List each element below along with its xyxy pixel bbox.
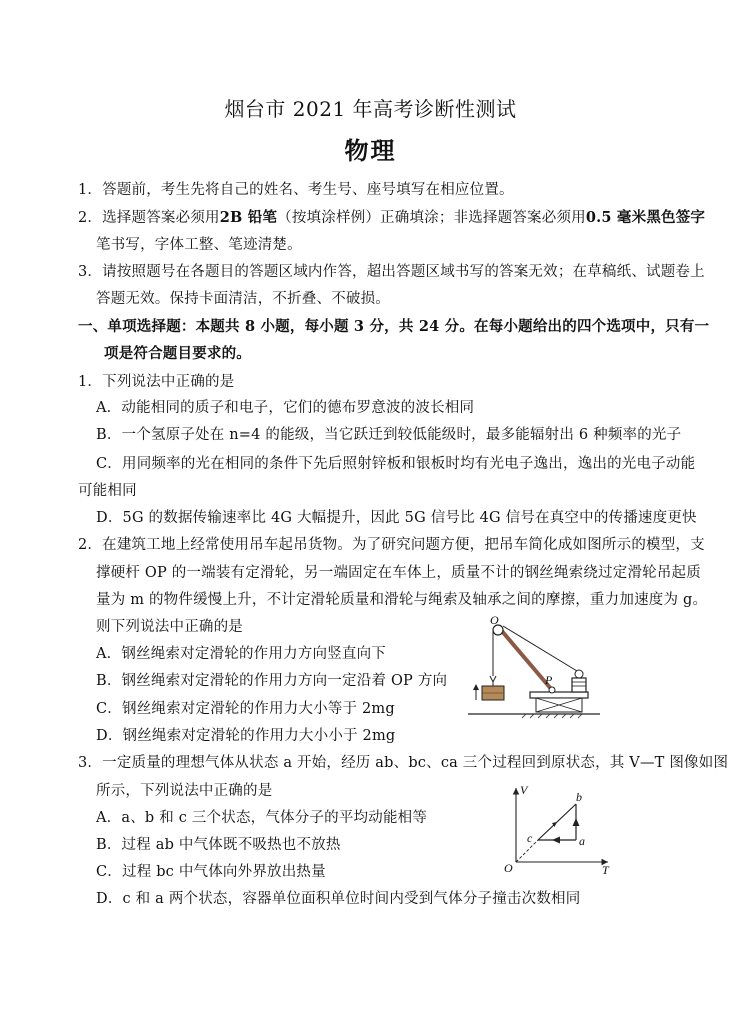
q2-stem-1: 2．在建筑工地上经常使用吊车起吊货物。为了研究问题方便，把吊车简化成如图所示的模型，支 xyxy=(78,537,705,553)
instruction-2-bold-pen: 0.5 毫米黑色签字 xyxy=(585,209,706,226)
q2-option-b: B．钢丝绳索对定滑轮的作用力方向一定沿着 OP 方向 xyxy=(96,673,448,689)
label-o: O xyxy=(490,616,499,627)
pivot-p xyxy=(549,687,555,693)
instruction-2-cont: 笔书写，字体工整、笔迹清楚。 xyxy=(96,237,302,253)
q3-option-b: B．过程 ab 中气体既不吸热也不放热 xyxy=(96,837,341,853)
arrow-ca-icon xyxy=(552,837,560,844)
instruction-2 xyxy=(78,208,705,228)
instruction-2-text: 2．选择题答案必须用 xyxy=(78,210,220,226)
axis-label-t: T xyxy=(602,863,609,876)
exam-subject: 物理 xyxy=(344,136,397,165)
q1-option-b: B．一个氢原子处在 n=4 的能级，当它跃迁到较低能级时，最多能辐射出 6 种频率的光子 xyxy=(96,427,682,443)
q3-option-c: C．过程 bc 中气体向外界放出热量 xyxy=(96,864,326,880)
exam-title: 烟台市 2021 年高考诊断性测试 xyxy=(224,97,517,121)
axis-label-v: V xyxy=(520,783,528,797)
q2-stem-4: 则下列说法中正确的是 xyxy=(96,619,243,635)
rear-pulley xyxy=(575,670,583,678)
q2-stem-3: 量为 m 的物件缓慢上升，不计定滑轮质量和滑轮与绳索及轴承之间的摩擦，重力加速度为 g。 xyxy=(96,592,708,608)
q1-option-c: C．用同频率的光在相同的条件下先后照射锌板和银板时均有光电子逸出，逸出的光电子动能 xyxy=(96,456,696,472)
vt-diagram xyxy=(500,782,616,876)
q2-option-c: C．钢丝绳索对定滑轮的作用力大小等于 2mg xyxy=(96,701,395,717)
instruction-3-cont: 答题无效。保持卡面清洁，不折叠、不破损。 xyxy=(96,291,390,307)
instruction-1: 1．答题前，考生先将自己的姓名、考生号、座号填写在相应位置。 xyxy=(78,182,514,198)
point-label-c: c xyxy=(527,831,533,845)
label-p: P xyxy=(545,673,553,687)
point-label-a: a xyxy=(579,834,585,848)
q2-option-d: D．钢丝绳索对定滑轮的作用力大小小于 2mg xyxy=(96,728,396,744)
section-heading: 一、单项选择题：本题共 8 小题，每小题 3 分，共 24 分。在每小题给出的四个选项中，只有一 xyxy=(78,318,710,335)
instruction-3: 3．请按照题号在各题目的答题区域内作答，超出答题区域书写的答案无效；在草稿纸、试题卷上 xyxy=(78,264,705,280)
cable-to-winch xyxy=(503,626,577,671)
arrow-ab-icon xyxy=(573,818,580,826)
q2-stem-2: 撑硬杆 OP 的一端装有定滑轮，另一端固定在车体上，质量不计的钢丝绳索绕过定滑轮吊起质 xyxy=(96,565,701,581)
q2-option-a: A．钢丝绳索对定滑轮的作用力方向竖直向下 xyxy=(96,646,386,662)
q1-option-a: A．动能相同的质子和电子，它们的德布罗意波的波长相同 xyxy=(96,400,475,416)
truck-deck xyxy=(530,692,588,698)
q1-option-c-cont: 可能相同 xyxy=(78,483,137,499)
section-heading-cont: 项是符合题目要求的。 xyxy=(104,345,251,362)
instruction-2-bold-pencil: 2B 铅笔 xyxy=(219,209,278,226)
q3-option-a: A．a、b 和 c 三个状态，气体分子的平均动能相等 xyxy=(96,810,428,826)
origin-label: O xyxy=(504,861,513,875)
point-label-b: b xyxy=(576,790,582,804)
winch-drum xyxy=(572,678,586,692)
crane-figure xyxy=(466,616,602,720)
instruction-2-text-mid: （按填涂样例）正确填涂；非选择题答案必须用 xyxy=(277,210,586,226)
q3-stem-1: 3．一定质量的理想气体从状态 a 开始，经历 ab、bc、ca 三个过程回到原状态，其 V—T 图像如图 xyxy=(78,755,729,771)
q1-option-d: D．5G 的数据传输速率比 4G 大幅提升，因此 5G 信号比 4G 信号在真空中的传播速度更快 xyxy=(96,510,697,526)
q1-stem: 1．下列说法中正确的是 xyxy=(78,374,235,390)
q3-option-d: D．c 和 a 两个状态，容器单位面积单位时间内受到气体分子撞击次数相同 xyxy=(96,891,581,907)
q3-stem-2: 所示，下列说法中正确的是 xyxy=(96,783,273,799)
